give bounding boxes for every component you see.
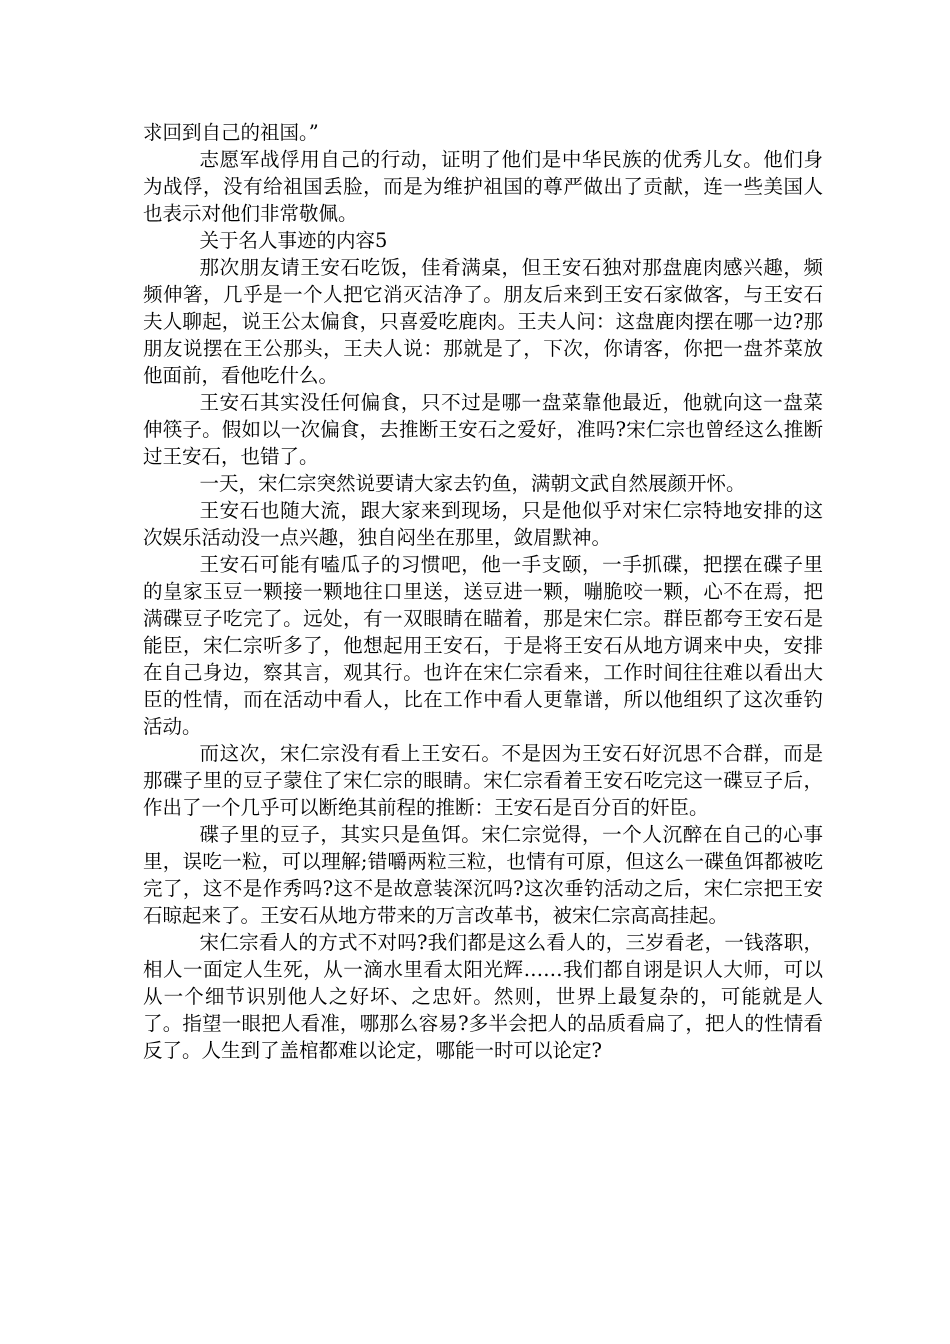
paragraph: 王安石也随大流，跟大家来到现场，只是他似乎对宋仁宗特地安排的这次娱乐活动没一点兴趣，独自闷坐在那里，敛眉默神。 [143, 499, 823, 549]
paragraph: 志愿军战俘用自己的行动，证明了他们是中华民族的优秀儿女。他们身为战俘，没有给祖国丢脸，而是为维护祖国的尊严做出了贡献，连一些美国人也表示对他们非常敬佩。 [143, 148, 823, 225]
paragraph: 一天，宋仁宗突然说要请大家去钓鱼，满朝文武自然展颜开怀。 [199, 472, 746, 495]
section-heading: 关于名人事迹的内容5 [199, 229, 388, 252]
paragraph: 那次朋友请王安石吃饭，佳肴满桌，但王安石独对那盘鹿肉感兴趣，频频伸箸，几乎是一个人把它消灭洁净了。朋友后来到王安石家做客，与王安石夫人聊起，说王公太偏食，只喜爱吃鹿肉。王夫人问：这盘鹿肉摆在哪一边?那朋友说摆在王公那头，王夫人说：那就是了，下次，你请客，你把一盘芥菜放他面前，看他吃什么。 [143, 256, 823, 387]
paragraph: 而这次，宋仁宗没有看上王安石。不是因为王安石好沉思不合群，而是那碟子里的豆子蒙住了宋仁宗的眼睛。宋仁宗看着王安石吃完这一碟豆子后，作出了一个几乎可以断绝其前程的推断：王安石是百分百的奸臣。 [143, 742, 823, 819]
paragraph-continuation: 求回到自己的祖国。” [143, 121, 319, 144]
document-body [143, 119, 823, 1064]
paragraph: 王安石可能有嗑瓜子的习惯吧，他一手支颐，一手抓碟，把摆在碟子里的皇家玉豆一颗接一颗地往口里送，送豆进一颗，嘣脆咬一颗，心不在焉，把满碟豆子吃完了。远处，有一双眼睛在瞄着，那是宋仁宗。群臣都夸王安石是能臣，宋仁宗听多了，他想起用王安石，于是将王安石从地方调来中央，安排在自己身边，察其言，观其行。也许在宋仁宗看来，工作时间往往难以看出大臣的性情，而在活动中看人，比在工作中看人更靠谱，所以他组织了这次垂钓活动。 [143, 553, 823, 738]
paragraph: 王安石其实没任何偏食，只不过是哪一盘菜靠他最近，他就向这一盘菜伸筷子。假如以一次偏食，去推断王安石之爱好，准吗?宋仁宗也曾经这么推断过王安石，也错了。 [143, 391, 823, 468]
paragraph: 宋仁宗看人的方式不对吗?我们都是这么看人的，三岁看老，一钱落职，相人一面定人生死，从一滴水里看太阳光辉……我们都自诩是识人大师，可以从一个细节识别他人之好坏、之忠奸。然则，世界上最复杂的，可能就是人了。指望一眼把人看准，哪那么容易?多半会把人的品质看扁了，把人的性情看反了。人生到了盖棺都难以论定，哪能一时可以论定? [143, 931, 823, 1062]
paragraph: 碟子里的豆子，其实只是鱼饵。宋仁宗觉得，一个人沉醉在自己的心事里，误吃一粒，可以理解;错嚼两粒三粒，也情有可原，但这么一碟鱼饵都被吃完了，这不是作秀吗?这不是故意装深沉吗?这次垂钓活动之后，宋仁宗把王安石晾起来了。王安石从地方带来的万言改革书，被宋仁宗高高挂起。 [143, 823, 823, 927]
